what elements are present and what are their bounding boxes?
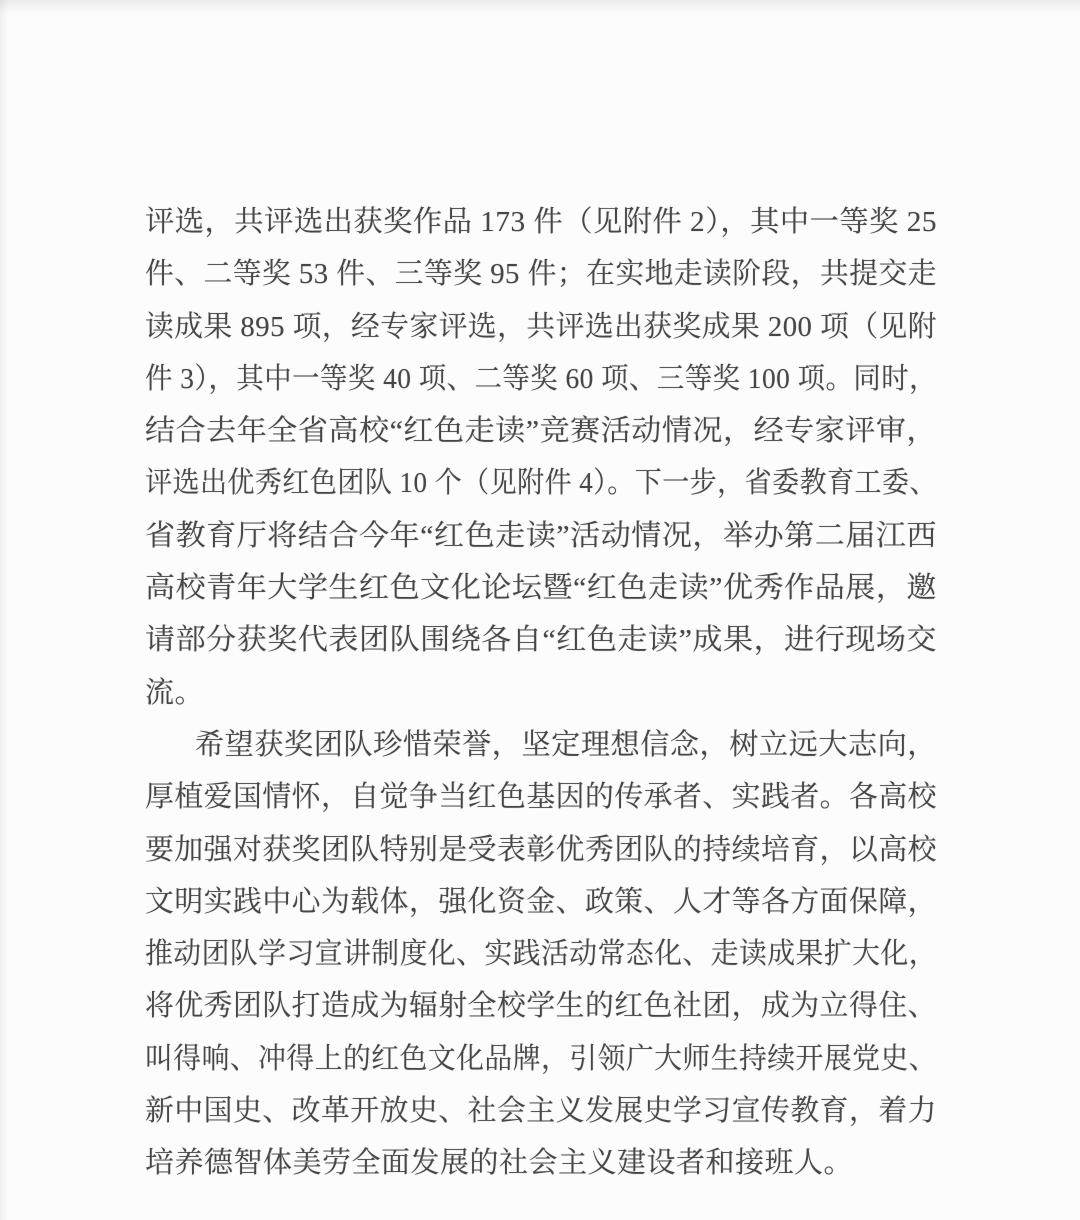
text-line-content: 省教育厅将结合今年“红色走读”活动情况，举办第二届江西: [145, 519, 937, 552]
text-line-content: 文明实践中心为载体，强化资金、政策、人才等各方面保障，: [145, 885, 937, 918]
text-line: [145, 562, 937, 614]
document-body-text: [145, 196, 937, 1190]
text-line-content: 请部分获奖代表团队围绕各自“红色走读”成果，进行现场交: [145, 624, 937, 657]
text-line-content: 评选，共评选出获奖作品 173 件（见附件 2），其中一等奖 25: [145, 206, 937, 238]
text-line: [145, 1033, 937, 1085]
text-line-content: 新中国史、改革开放史、社会主义发展史学习宣传教育，着力: [145, 1095, 937, 1128]
text-line: [145, 980, 937, 1032]
text-line-content: 高校青年大学生红色文化论坛暨“红色走读”优秀作品展，邀: [145, 572, 937, 605]
text-line: [145, 457, 937, 509]
text-line-content: 件、二等奖 53 件、三等奖 95 件；在实地走读阶段，共提交走: [145, 258, 937, 291]
text-line: [145, 824, 937, 876]
text-line: [145, 876, 937, 928]
text-line: [145, 1137, 937, 1189]
text-line: [145, 196, 937, 248]
text-line: [145, 667, 937, 719]
text-line: [145, 248, 937, 300]
text-line: [145, 1085, 937, 1137]
text-line-content: 厚植爱国情怀，自觉争当红色基因的传承者、实践者。各高校: [145, 781, 937, 814]
text-line: [145, 405, 937, 457]
text-line-content: 评选出优秀红色团队 10 个（见附件 4）。下一步，省委教育工委、: [145, 467, 937, 500]
text-line-content: 流。: [145, 676, 205, 709]
text-line-content: 结合去年全省高校“红色走读”竞赛活动情况，经专家评审，: [145, 415, 937, 448]
text-line: [145, 510, 937, 562]
text-line: [145, 928, 937, 980]
text-line-content: 要加强对获奖团队特别是受表彰优秀团队的持续培育，以高校: [145, 833, 937, 866]
text-line-content: 读成果 895 项，经专家评选，共评选出获奖成果 200 项（见附: [145, 310, 937, 343]
text-line-content: 培养德智体美劳全面发展的社会主义建设者和接班人。: [145, 1147, 854, 1180]
text-line: [145, 719, 937, 771]
text-line-content: 叫得响、冲得上的红色文化品牌，引领广大师生持续开展党史、: [145, 1042, 937, 1075]
text-line-content: 将优秀团队打造成为辐射全校学生的红色社团，成为立得住、: [145, 990, 937, 1023]
text-line: [145, 771, 937, 823]
text-line-content: 件 3），其中一等奖 40 项、二等奖 60 项、三等奖 100 项。同时，: [145, 362, 937, 395]
text-line-content: 推动团队学习宣讲制度化、实践活动常态化、走读成果扩大化，: [145, 938, 937, 971]
text-line: [145, 301, 937, 353]
text-line: [145, 614, 937, 666]
text-line: [145, 353, 937, 405]
text-line-content: 希望获奖团队珍惜荣誉，坚定理想信念，树立远大志向，: [195, 728, 937, 761]
